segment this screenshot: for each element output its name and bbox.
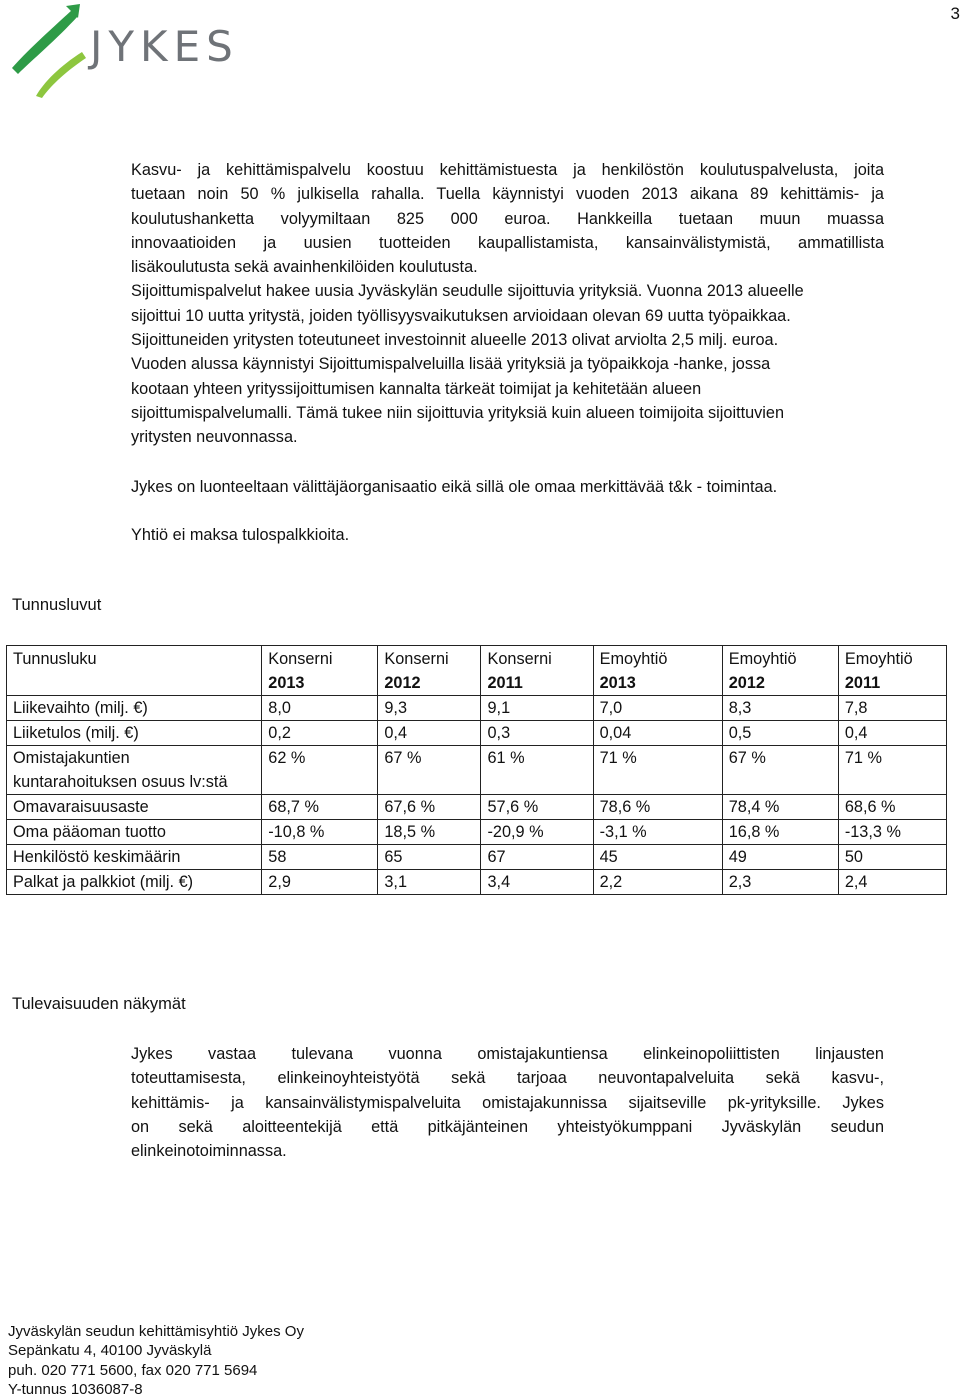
bonus-statement: Yhtiö ei maksa tulospalkkioita. xyxy=(131,526,350,544)
kpi-cell: 65 xyxy=(378,845,481,870)
intro-line: koulutushanketta volyymiltaan 825 000 euroa. Hankkeilla tuetaan muun muassa xyxy=(131,209,884,228)
kpi-cell: 2,3 xyxy=(722,870,838,895)
kpi-cell: 9,3 xyxy=(378,696,481,721)
intro-line: Vuoden alussa käynnistyi Sijoittumispalveluilla lisää yrityksiä ja työpaikkoja -hanke, jossa xyxy=(131,355,771,374)
kpi-cell: 71 % xyxy=(838,746,946,795)
outlook-line: kehittämis- ja kansainvälistymispalveluita omistajakunnissa sijaitseville pk-yrityksille. Jykes xyxy=(131,1093,884,1112)
kpi-cell: -13,3 % xyxy=(838,820,946,845)
kpi-cell: 49 xyxy=(722,845,838,870)
kpi-row-label: Liiketulos (milj. €) xyxy=(7,721,262,746)
kpi-cell: 8,3 xyxy=(722,696,838,721)
kpi-cell: 8,0 xyxy=(262,696,378,721)
kpi-cell: 9,1 xyxy=(481,696,593,721)
kpi-row xyxy=(7,795,947,820)
kpi-cell: 0,3 xyxy=(481,721,593,746)
kpi-cell: 2,2 xyxy=(593,870,722,895)
page-number: 3 xyxy=(950,4,960,23)
intro-line: yritysten neuvonnassa. xyxy=(131,428,298,447)
logo-wordmark: JYKES xyxy=(90,22,239,71)
outlook-line: Jykes vastaa tulevana vuonna omistajakuntiensa elinkeinopoliittisten linjausten xyxy=(131,1045,884,1063)
kpi-cell: -10,8 % xyxy=(262,820,378,845)
kpi-cell: 18,5 % xyxy=(378,820,481,845)
kpi-cell: 0,4 xyxy=(378,721,481,746)
kpi-cell: 68,6 % xyxy=(838,795,946,820)
kpi-cell: 2,4 xyxy=(838,870,946,895)
outlook-title: Tulevaisuuden näkymät xyxy=(12,995,186,1013)
intro-line: kootaan yhteen yrityssijoittumisen kannalta tärkeät toimijat ja kehitetään alueen xyxy=(131,379,702,398)
footer-address: Sepänkatu 4, 40100 Jyväskylä xyxy=(8,1342,212,1360)
intro-paragraph xyxy=(131,158,884,450)
kpi-cell: 0,4 xyxy=(838,721,946,746)
intro-line: Kasvu- ja kehittämispalvelu koostuu kehittämistuesta ja henkilöstön koulutuspalvelusta, joita xyxy=(131,161,884,179)
kpi-cell: 61 % xyxy=(481,746,593,795)
kpi-cell: 45 xyxy=(593,845,722,870)
kpi-cell: 2,9 xyxy=(262,870,378,895)
outlook-line: elinkeinotoiminnassa. xyxy=(131,1142,287,1161)
jykes-logo-mark-icon xyxy=(8,2,88,100)
kpi-cell: 67 % xyxy=(722,746,838,795)
kpi-row-label: Palkat ja palkkiot (milj. €) xyxy=(7,870,262,895)
jykes-logo xyxy=(8,2,239,102)
footer-company: Jyväskylän seudun kehittämisyhtiö Jykes Oy xyxy=(8,1323,304,1340)
kpi-row-label: Henkilöstö keskimäärin xyxy=(7,845,262,870)
intro-line: sijoittui 10 uutta yritystä, joiden työllisyysvaikutuksen arvioidaan olevan 69 uutta työpaikkaa. xyxy=(131,306,791,325)
kpi-cell: 67 % xyxy=(378,746,481,795)
kpi-cell: 58 xyxy=(262,845,378,870)
kpi-row-label: Omavaraisuusaste xyxy=(7,795,262,820)
kpi-cell: 67 xyxy=(481,845,593,870)
rd-statement: Jykes on luonteeltaan välittäjäorganisaatio eikä sillä ole omaa merkittävää t&k - toimintaa. xyxy=(131,478,778,496)
kpi-cell: 57,6 % xyxy=(481,795,593,820)
kpi-row xyxy=(7,870,947,895)
footer-phone: puh. 020 771 5600, fax 020 771 5694 xyxy=(8,1361,258,1379)
kpi-cell: 50 xyxy=(838,845,946,870)
kpi-cell: 0,5 xyxy=(722,721,838,746)
kpi-header-cell: Konserni 2012 xyxy=(378,646,481,696)
intro-line: Sijoittuneiden yritysten toteutuneet investoinnit alueelle 2013 olivat arviolta 2,5 milj. euroa. xyxy=(131,331,779,350)
kpi-cell: 78,4 % xyxy=(722,795,838,820)
footer-business-id: Y-tunnus 1036087-8 xyxy=(8,1380,143,1398)
kpi-header-cell: Emoyhtiö 2012 xyxy=(722,646,838,696)
kpi-cell: 7,0 xyxy=(593,696,722,721)
kpi-cell: 16,8 % xyxy=(722,820,838,845)
outlook-line: toteuttamisesta, elinkeinoyhteistyötä sekä tarjoaa neuvontapalveluita sekä kasvu-, xyxy=(131,1069,884,1088)
kpi-header-cell: Tunnusluku xyxy=(7,646,262,696)
kpi-row xyxy=(7,746,947,795)
footer xyxy=(8,1322,304,1399)
kpi-cell: 3,4 xyxy=(481,870,593,895)
kpi-cell: 3,1 xyxy=(378,870,481,895)
kpi-cell: 67,6 % xyxy=(378,795,481,820)
kpi-cell: 7,8 xyxy=(838,696,946,721)
kpi-header-cell: Konserni 2011 xyxy=(481,646,593,696)
kpi-cell: 71 % xyxy=(593,746,722,795)
kpi-row-label: Liikevaihto (milj. €) xyxy=(7,696,262,721)
kpi-header-cell: Konserni 2013 xyxy=(262,646,378,696)
kpi-row-label: Omistajakuntien kuntarahoituksen osuus lv:stä xyxy=(7,746,262,795)
intro-line: innovaatioiden ja uusien tuotteiden kaupallistamista, kansainvälistymistä, ammatillista xyxy=(131,233,884,252)
outlook-line: on sekä aloitteentekijä että pitkäjänteinen yhteistyökumppani Jyväskylän seudun xyxy=(131,1117,884,1136)
kpi-cell: -20,9 % xyxy=(481,820,593,845)
kpi-header-cell: Emoyhtiö 2013 xyxy=(593,646,722,696)
kpi-row-label: Oma pääoman tuotto xyxy=(7,820,262,845)
kpi-cell: 68,7 % xyxy=(262,795,378,820)
kpi-cell: -3,1 % xyxy=(593,820,722,845)
kpi-cell: 0,2 xyxy=(262,721,378,746)
kpi-header-cell: Emoyhtiö 2011 xyxy=(838,646,946,696)
kpi-row xyxy=(7,721,947,746)
kpi-header-row xyxy=(7,646,947,696)
kpi-row xyxy=(7,696,947,721)
intro-line: Sijoittumispalvelut hakee uusia Jyväskylän seudulle sijoittuvia yrityksiä. Vuonna 2013 alueelle xyxy=(131,282,804,301)
intro-line: lisäkoulutusta sekä avainhenkilöiden koulutusta. xyxy=(131,258,478,277)
kpi-row xyxy=(7,845,947,870)
outlook-paragraph xyxy=(131,1042,884,1163)
kpi-cell: 0,04 xyxy=(593,721,722,746)
intro-line: tuetaan noin 50 % julkisella rahalla. Tuella käynnistyi vuoden 2013 aikana 89 kehittämis- ja xyxy=(131,185,884,204)
intro-line: sijoittumispalvelumalli. Tämä tukee niin sijoittuvia yrityksiä kuin alueen toimijoita sijoittuvien xyxy=(131,403,785,422)
kpi-cell: 62 % xyxy=(262,746,378,795)
kpi-cell: 78,6 % xyxy=(593,795,722,820)
kpi-section-title: Tunnusluvut xyxy=(12,596,102,614)
kpi-row xyxy=(7,820,947,845)
kpi-table xyxy=(6,645,947,895)
